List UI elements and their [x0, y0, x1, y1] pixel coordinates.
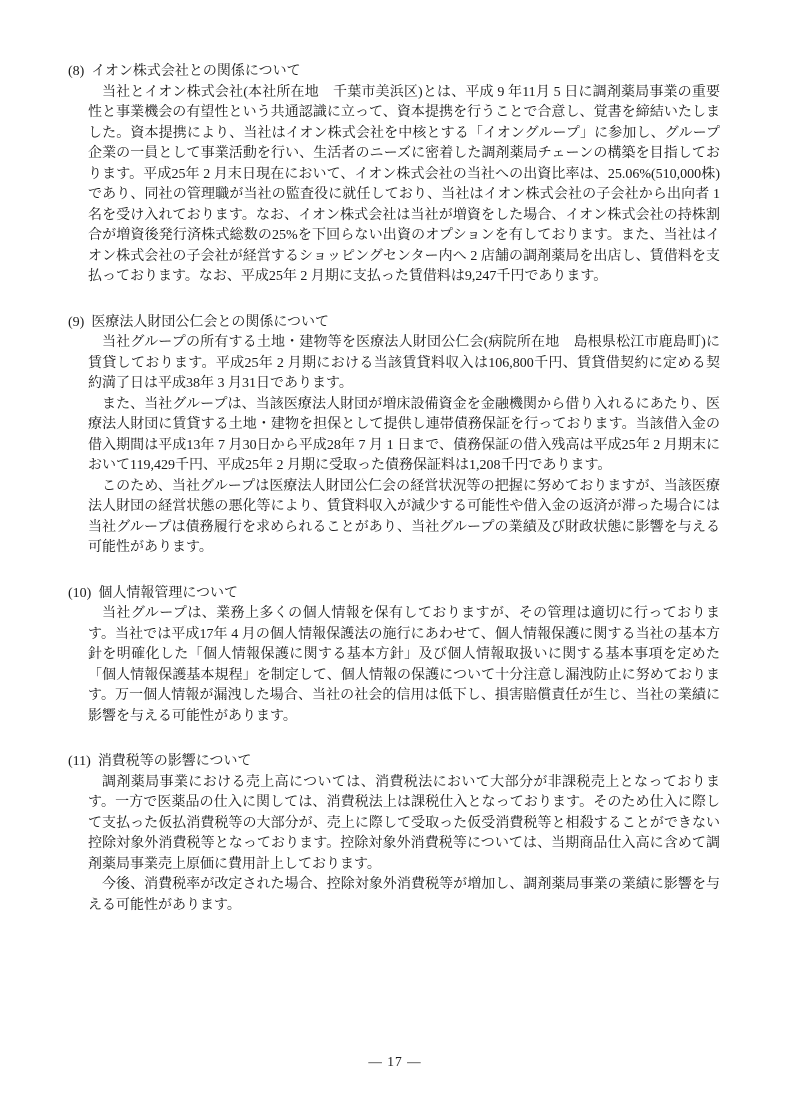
section-number: (10) [68, 585, 92, 601]
page-footer [0, 1052, 790, 1072]
section-11-heading [68, 752, 720, 773]
section-number: (8) [68, 64, 85, 79]
section-title: イオン株式会社との関係について [91, 64, 301, 79]
section-8 [68, 62, 720, 288]
section-10 [68, 584, 720, 728]
section-9 [68, 313, 720, 559]
section-number: (11) [68, 754, 91, 769]
page-content [68, 62, 720, 916]
section-title: 医療法人財団公仁会との関係について [91, 314, 330, 330]
section-paragraph: 当社グループの所有する土地・建物等を医療法人財団公仁会(病院所在地 島根県松江市鹿島町)に賃貸しております。平成25年 2 月期における当該賃貸料収入は106,800千円、賃貸借契約に定める契約満了日は平成38年 3 月31日であります。 [88, 335, 720, 391]
page-number: ― 17 ― [368, 1054, 422, 1069]
section-paragraph: このため、当社グループは医療法人財団公仁会の経営状況等の把握に努めておりますが、当該医療法人財団の経営状態の悪化等により、賃貸料収入が減少する可能性や借入金の返済が滞った場合には当社グループは債務履行を求められることがあり、当社グループの業績及び財政状態に影響を与える可能性があります。 [88, 478, 720, 555]
section-11 [68, 752, 720, 916]
section-paragraph: 調剤薬局事業における売上高については、消費税法において大部分が非課税売上となっております。一方で医薬品の仕入に関しては、消費税法上は課税仕入となっております。そのため仕入に際して支払った仮払消費税等の大部分が、売上に際して受取った仮受消費税等と相殺することができない控除対象外消費税等となっております。控除対象外消費税等については、当期商品仕入高に含めて調剤薬局事業売上原価に費用計上しております。 [88, 774, 720, 872]
section-8-heading [68, 62, 720, 83]
section-paragraph: 今後、消費税率が改定された場合、控除対象外消費税等が増加し、調剤薬局事業の業績に影響を与える可能性があります。 [88, 877, 720, 913]
section-paragraph: 当社グループは、業務上多くの個人情報を保有しておりますが、その管理は適切に行っております。当社では平成17年 4 月の個人情報保護法の施行にあわせて、個人情報保護に関する当社の基本方針を明確化した「個人情報保護に関する基本方針」及び個人情報取扱いに関する基本事項を定めた「個人情報保護基本規程」を制定して、個人情報の保護について十分注意し漏洩防止に努めております。万一個人情報が漏洩した場合、当社の社会的信用は低下し、損害賠償責任が生じ、当社の業績に影響を与える可能性があります。 [88, 606, 720, 724]
section-title: 消費税等の影響について [97, 754, 252, 769]
section-10-heading [68, 584, 720, 605]
section-9-heading [68, 313, 720, 334]
section-paragraph: 当社とイオン株式会社(本社所在地 千葉市美浜区)とは、平成 9 年11月 5 日に調剤薬局事業の重要性と事業機会の有望性という共通認識に立って、資本提携を行うことで合意し、覚書を締結いたしました。資本提携により、当社はイオン株式会社を中核とする「イオングループ」に参加し、グループ企業の一員として事業活動を行い、生活者のニーズに密着した調剤薬局チェーンの構築を目指しております。平成25年 2 月末日現在において、イオン株式会社の当社への出資比率は、25.06%(510,000株)であり、同社の管理職が当社の監査役に就任しており、当社はイオン株式会社の子会社から出向者 1 名を受け入れております。なお、イオン株式会社は当社が増資をした場合、イオン株式会社の持株割合が増資後発行済株式総数の25%を下回らない出資のオプションを有しております。また、当社はイオン株式会社の子会社が経営するショッピングセンター内へ 2 店舗の調剤薬局を出店し、賃借料を支払っております。なお、平成25年 2 月期に支払った賃借料は9,247千円であります。 [88, 84, 720, 284]
section-paragraph: また、当社グループは、当該医療法人財団が増床設備資金を金融機関から借り入れるにあたり、医療法人財団に賃貸する土地・建物を担保として提供し連帯債務保証を行っております。当該借入金の借入期間は平成13年 7 月30日から平成28年 7 月 1 日まで、債務保証の借入残高は平成25年 2 月期末において119,429千円、平成25年 2 月期に受取った債務保証料は1,208千円であります。 [88, 396, 720, 473]
section-number: (9) [68, 314, 85, 330]
section-title: 個人情報管理について [98, 585, 239, 601]
